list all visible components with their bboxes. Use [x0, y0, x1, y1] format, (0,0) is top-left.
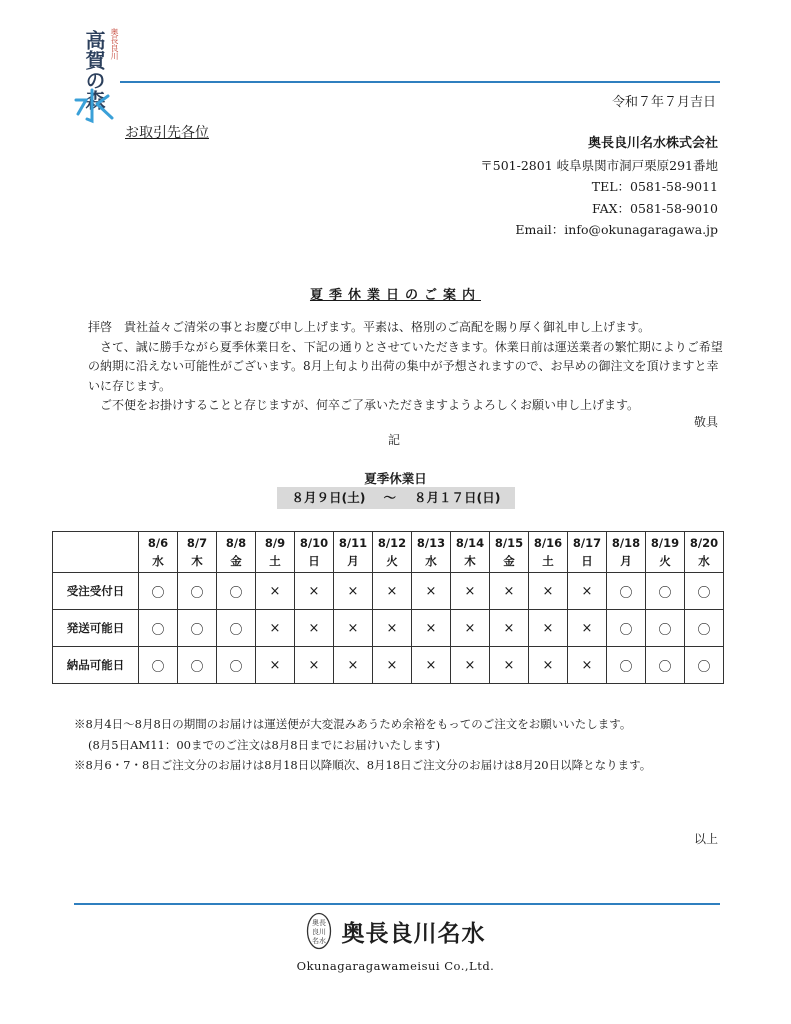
table-row [53, 610, 724, 647]
weekday-label: 日 [308, 554, 320, 568]
availability-cell: × [568, 573, 607, 610]
availability-cell: × [490, 573, 529, 610]
availability-cell: × [373, 610, 412, 647]
date-label: 8/6 [147, 536, 169, 550]
holiday-end: ８月１７日(日) [414, 490, 501, 505]
date-header-cell [334, 532, 373, 573]
note-3: ※8月6・7・8日ご注文分のお届けは8月18日以降順次、8月18日ご注文分のお届けは8月20日以降となります。 [74, 758, 652, 772]
sender-fax: FAX：0581-58-9010 [592, 200, 718, 216]
table-row [53, 573, 724, 610]
seal-icon [306, 912, 332, 950]
footer-rule [74, 903, 720, 905]
availability-cell: 〇 [217, 647, 256, 684]
weekday-label: 金 [503, 554, 515, 568]
weekday-label: 水 [698, 554, 710, 568]
date-header-cell [490, 532, 529, 573]
date-label: 8/20 [689, 536, 719, 550]
notes-block [74, 714, 651, 776]
availability-cell: 〇 [646, 573, 685, 610]
weekday-label: 水 [425, 554, 437, 568]
note-1: ※8月4日～8月8日の期間のお届けは運送便が大変混みあうため余裕をもってのご注文をお願いいたします。 [74, 717, 632, 731]
availability-cell: 〇 [178, 573, 217, 610]
date-header-cell [529, 532, 568, 573]
weekday-label: 日 [581, 554, 593, 568]
availability-cell: × [412, 647, 451, 684]
ki-mark: 記 [388, 433, 401, 447]
availability-cell: × [334, 610, 373, 647]
sender-block [480, 133, 718, 241]
availability-cell: × [256, 610, 295, 647]
holiday-tilde: ～ [383, 490, 396, 505]
availability-cell: × [568, 647, 607, 684]
document-date: 令和７年７月吉日 [611, 95, 716, 110]
availability-cell: × [529, 573, 568, 610]
availability-cell: × [373, 573, 412, 610]
availability-cell: × [256, 573, 295, 610]
availability-cell: × [334, 647, 373, 684]
letter-body [88, 318, 728, 416]
header-rule [120, 81, 720, 83]
availability-cell: × [295, 647, 334, 684]
date-header-cell [568, 532, 607, 573]
weekday-label: 月 [347, 554, 359, 568]
availability-cell: × [295, 573, 334, 610]
weekday-label: 月 [620, 554, 632, 568]
date-header-cell [217, 532, 256, 573]
date-label: 8/16 [533, 536, 563, 550]
weekday-label: 木 [464, 554, 476, 568]
availability-cell: 〇 [178, 647, 217, 684]
end-mark: 以上 [693, 832, 718, 846]
weekday-label: 水 [152, 554, 164, 568]
seal-text-mid: 良川 [311, 928, 326, 936]
body-paragraph-3: ご不便をお掛けすることと存じますが、何卒ご了承いただきますようよろしくお願い申し上げます。 [100, 398, 640, 412]
availability-cell: 〇 [607, 610, 646, 647]
availability-cell: 〇 [607, 647, 646, 684]
availability-cell: × [451, 573, 490, 610]
recipient: お取引先各位 [125, 125, 209, 141]
note-2: (8月5日AM11：00までのご注文は8月8日までにお届けいたします) [88, 737, 441, 752]
row-label: 発送可能日 [53, 610, 139, 647]
seal-text-top: 奥長 [311, 919, 326, 927]
availability-cell: 〇 [646, 647, 685, 684]
availability-cell: 〇 [685, 573, 724, 610]
availability-cell: × [490, 610, 529, 647]
footer-english-name: Okunagaragawameisui Co.,Ltd. [296, 959, 495, 973]
closing-word: 敬具 [693, 415, 718, 429]
body-paragraph-2: さて、誠に勝手ながら夏季休業日を、下記の通りとさせていただきます。休業日前は運送業者の繁忙期によりご希望の納期に沿えない可能性がございます。8月上旬より出荷の集中が予想されますので、お早めの御注文を頂けますと幸いに存じます。 [88, 339, 723, 393]
availability-cell: 〇 [685, 647, 724, 684]
weekday-label: 火 [659, 554, 671, 568]
date-header-cell [256, 532, 295, 573]
date-label: 8/19 [650, 536, 680, 550]
sender-company: 奥長良川名水株式会社 [587, 136, 718, 151]
weekday-label: 木 [191, 554, 203, 568]
footer-brand-name: 奥長良川名水 [341, 920, 486, 947]
availability-cell: × [451, 610, 490, 647]
availability-cell: × [568, 610, 607, 647]
footer-brand [0, 912, 791, 954]
table-header-row [53, 532, 724, 573]
seal-text-bottom: 名水 [311, 937, 326, 945]
availability-cell: × [490, 647, 529, 684]
availability-cell: 〇 [607, 573, 646, 610]
availability-cell: 〇 [139, 647, 178, 684]
availability-cell: × [529, 647, 568, 684]
water-kanji-icon [72, 88, 116, 124]
availability-cell: 〇 [139, 610, 178, 647]
date-header-cell [607, 532, 646, 573]
date-label: 8/8 [225, 536, 247, 550]
availability-cell: × [256, 647, 295, 684]
availability-cell: × [334, 573, 373, 610]
date-header-cell [139, 532, 178, 573]
availability-cell: × [412, 573, 451, 610]
weekday-label: 火 [386, 554, 398, 568]
document-title: 夏季休業日のご案内 [309, 288, 481, 303]
row-label: 納品可能日 [53, 647, 139, 684]
availability-cell: × [295, 610, 334, 647]
date-label: 8/18 [611, 536, 641, 550]
holiday-range [277, 487, 515, 509]
date-label: 8/7 [186, 536, 208, 550]
company-logo [68, 26, 120, 126]
date-header-cell [295, 532, 334, 573]
date-header-cell [178, 532, 217, 573]
weekday-label: 土 [269, 554, 281, 568]
date-label: 8/12 [377, 536, 407, 550]
availability-cell: × [373, 647, 412, 684]
body-paragraph-1: 拝啓 貴社益々ご清栄の事とお慶び申し上げます。平素は、格別のご高配を賜り厚く御礼申し上げます。 [88, 320, 651, 334]
date-label: 8/17 [572, 536, 602, 550]
row-label: 受注受付日 [53, 573, 139, 610]
date-label: 8/10 [299, 536, 329, 550]
availability-cell: 〇 [217, 610, 256, 647]
date-label: 8/15 [494, 536, 524, 550]
table-row [53, 647, 724, 684]
sender-tel: TEL：0581-58-9011 [591, 179, 718, 194]
logo-red-text: 奥長良川 [110, 28, 119, 60]
availability-cell: 〇 [178, 610, 217, 647]
availability-cell: 〇 [646, 610, 685, 647]
schedule-table [52, 531, 724, 684]
availability-cell: 〇 [139, 573, 178, 610]
date-label: 8/14 [455, 536, 485, 550]
date-header-cell [646, 532, 685, 573]
availability-cell: × [451, 647, 490, 684]
date-header-cell [685, 532, 724, 573]
availability-cell: 〇 [685, 610, 724, 647]
date-label: 8/13 [416, 536, 446, 550]
sender-email: Email：info@okunagaragawa.jp [515, 222, 718, 237]
availability-cell: 〇 [217, 573, 256, 610]
sender-address: 〒501-2801 岐阜県関市洞戸栗原291番地 [480, 157, 718, 173]
table-corner-cell [53, 532, 139, 573]
holiday-start: ８月９日(土) [291, 490, 366, 505]
logo-text: 高賀の森 [82, 30, 106, 110]
date-label: 8/11 [338, 536, 368, 550]
date-header-cell [451, 532, 490, 573]
date-header-cell [373, 532, 412, 573]
weekday-label: 金 [230, 554, 242, 568]
availability-cell: × [529, 610, 568, 647]
date-header-cell [412, 532, 451, 573]
availability-cell: × [412, 610, 451, 647]
holiday-title: 夏季休業日 [364, 471, 427, 486]
date-label: 8/9 [264, 536, 286, 550]
weekday-label: 土 [542, 554, 554, 568]
